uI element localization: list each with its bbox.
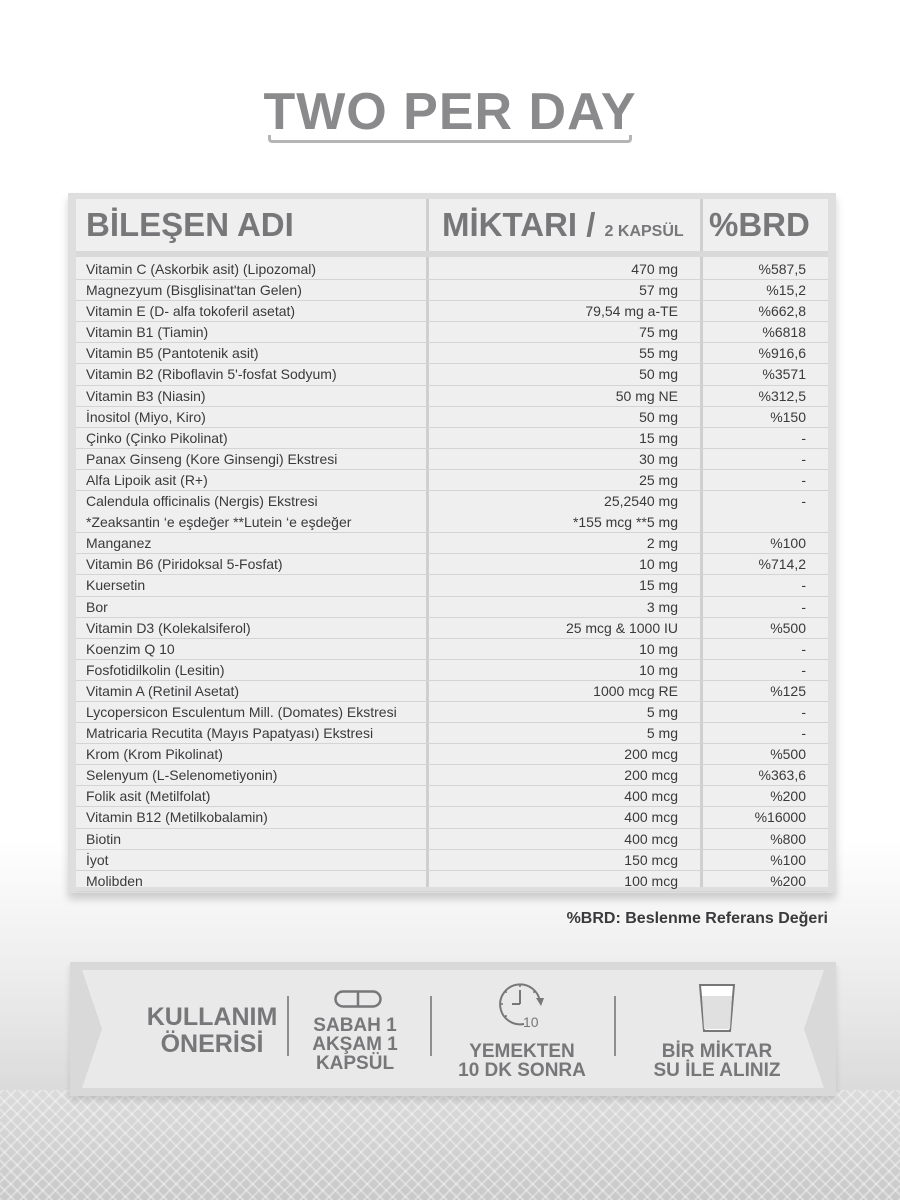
table-row — [76, 575, 828, 596]
header-separator — [76, 251, 828, 257]
table-row — [76, 428, 828, 449]
ingredient-name — [86, 786, 210, 807]
ingredient-name — [86, 702, 397, 723]
ingredient-amount-text: 25 mg — [639, 471, 678, 488]
table-row — [76, 871, 828, 892]
ingredient-name — [86, 259, 316, 280]
ingredient-amount — [624, 850, 678, 871]
ingredient-amount-text: 5 mg — [646, 725, 678, 742]
ingredient-name-text: Vitamin B3 (Niasin) — [86, 387, 206, 404]
header-brd: %BRD — [709, 206, 810, 243]
ingredient-amount — [639, 554, 678, 575]
ingredient-name-text: Vitamin E (D- alfa tokoferil asetat) — [86, 303, 296, 320]
ingredient-amount — [624, 765, 678, 786]
ingredient-amount — [639, 639, 678, 660]
ingredient-amount — [639, 343, 678, 364]
ingredient-amount — [585, 301, 678, 322]
ingredient-name-text: İyot — [86, 851, 109, 868]
ingredient-brd — [755, 807, 806, 828]
ingredient-name — [86, 744, 223, 765]
ingredient-name-text: Selenyum (L-Selenometiyonin) — [86, 767, 278, 784]
water-glass-icon — [697, 982, 737, 1039]
ingredient-amount — [624, 786, 678, 807]
usage-recommendation — [70, 962, 836, 1096]
ingredient-brd-text: - — [801, 471, 806, 488]
ingredient-brd-text: - — [801, 577, 806, 594]
ingredient-brd — [770, 533, 806, 554]
ingredient-amount-text: 200 mcg — [624, 746, 678, 763]
dose-line2: AKŞAM 1 — [312, 1034, 398, 1055]
ingredient-amount-text: 57 mg — [639, 282, 678, 299]
table-rows — [76, 259, 828, 892]
ingredient-name — [86, 343, 259, 364]
ingredient-amount — [639, 449, 678, 470]
ingredient-brd-text: %500 — [770, 619, 806, 636]
ingredient-brd — [801, 491, 806, 512]
ingredient-name — [86, 322, 208, 343]
ingredient-amount — [624, 871, 678, 892]
ingredient-name — [86, 386, 206, 407]
table-row — [76, 597, 828, 618]
table-row — [76, 343, 828, 364]
background-pattern — [0, 1090, 900, 1200]
ingredient-name — [86, 681, 239, 702]
ingredient-brd — [770, 786, 806, 807]
ingredient-name-text: Vitamin D3 (Kolekalsiferol) — [86, 619, 251, 636]
ingredient-name-text: Alfa Lipoik asit (R+) — [86, 471, 208, 488]
ingredient-amount-text: 400 mcg — [624, 809, 678, 826]
ingredient-brd-text: %500 — [770, 746, 806, 763]
ingredients-table-body — [76, 199, 828, 887]
ingredient-amount-text: 200 mcg — [624, 767, 678, 784]
ingredient-brd-text: - — [801, 703, 806, 720]
ingredient-amount — [639, 428, 678, 449]
ingredient-amount — [593, 681, 678, 702]
usage-divider — [430, 996, 432, 1056]
ingredient-amount-text: 5 mg — [646, 703, 678, 720]
ingredient-name — [86, 723, 373, 744]
usage-title-line2: ÖNERİSİ — [160, 1030, 264, 1058]
ingredient-brd — [801, 449, 806, 470]
ingredient-brd-text: - — [801, 429, 806, 446]
ingredient-brd-text: %587,5 — [758, 261, 806, 277]
ingredient-name — [86, 449, 337, 470]
ingredient-brd — [770, 618, 806, 639]
ingredient-name — [86, 618, 251, 639]
ingredient-brd-text: %100 — [770, 851, 806, 868]
ingredient-brd-text: %662,8 — [758, 303, 806, 320]
ingredient-amount-text: 79,54 mg a-TE — [585, 303, 678, 320]
table-row — [76, 533, 828, 554]
ingredient-amount-text: 10 mg — [639, 640, 678, 657]
ingredient-amount-text: 400 mcg — [624, 830, 678, 847]
ingredient-amount-text: 2 mg — [646, 535, 678, 552]
ingredient-amount-text: 50 mg — [639, 366, 678, 383]
ingredient-amount-text: 50 mg — [639, 408, 678, 425]
ingredient-name-text: Panax Ginseng (Kore Ginsengi) Ekstresi — [86, 450, 338, 467]
header-amount-label: MİKTARI / — [442, 206, 596, 243]
table-row — [76, 786, 828, 807]
ingredient-name-text: Krom (Krom Pikolinat) — [86, 746, 223, 763]
ingredient-amount-text: 15 mg — [639, 577, 678, 594]
ingredient-amount — [647, 597, 678, 618]
ingredient-amount — [573, 491, 678, 533]
table-row — [76, 280, 828, 301]
table-row — [76, 702, 828, 723]
ingredient-name-text: Matricaria Recutita (Mayıs Papatyası) Ekstresi — [86, 725, 374, 742]
ingredient-amount — [639, 470, 678, 491]
ingredient-brd-text: %16000 — [754, 809, 806, 826]
water-line2: SU İLE ALINIZ — [653, 1060, 781, 1081]
ingredient-amount-text: 3 mg — [646, 598, 678, 615]
ingredient-name — [86, 807, 268, 828]
left-notch — [82, 970, 102, 1088]
table-row — [76, 618, 828, 639]
ingredient-name — [86, 407, 206, 428]
ingredient-brd-text: %200 — [770, 872, 806, 889]
ingredient-name — [86, 871, 143, 892]
ingredients-table — [68, 193, 836, 893]
usage-title-line1: KULLANIM — [146, 1003, 278, 1031]
ingredient-name — [86, 364, 337, 385]
table-row — [76, 364, 828, 385]
ingredient-note: *Zeaksantin ‘e eşdeğer **Lutein ‘e eşdeğer — [86, 514, 352, 531]
ingredient-name-text: Magnezyum (Bisglisinat'tan Gelen) — [86, 282, 302, 299]
ingredient-brd-text: %800 — [770, 830, 806, 847]
ingredient-amount-text: 15 mg — [639, 429, 678, 446]
ingredient-amount-text: 50 mg NE — [615, 387, 678, 404]
ingredient-brd-text: - — [801, 661, 806, 678]
usage-divider — [614, 996, 616, 1056]
ingredient-amount-text: 55 mg — [639, 345, 678, 362]
ingredient-name — [86, 639, 175, 660]
header-amount-unit: 2 KAPSÜL — [604, 223, 684, 240]
dose-text — [300, 1016, 410, 1073]
table-row — [76, 660, 828, 681]
ingredient-name-text: Lycopersicon Esculentum Mill. (Domates) Ekstresi — [86, 703, 397, 720]
ingredient-amount — [647, 533, 678, 554]
table-row — [76, 765, 828, 786]
table-row — [76, 681, 828, 702]
ingredient-amount — [647, 723, 678, 744]
title-underline — [268, 135, 632, 143]
ingredient-brd — [759, 301, 806, 322]
table-row — [76, 449, 828, 470]
ingredient-name-text: Vitamin B12 (Metilkobalamin) — [86, 809, 268, 826]
ingredient-name — [86, 428, 228, 449]
ingredient-amount — [624, 744, 678, 765]
ingredient-brd — [801, 702, 806, 723]
clock-icon — [494, 980, 550, 1039]
right-notch — [804, 970, 824, 1088]
ingredient-name — [86, 829, 121, 850]
ingredient-name — [86, 301, 295, 322]
table-row — [76, 301, 828, 322]
ingredient-name-text: Fosfotidilkolin (Lesitin) — [86, 661, 225, 678]
ingredient-brd — [759, 386, 806, 407]
ingredient-name — [86, 280, 302, 301]
ingredient-brd — [759, 765, 806, 786]
ingredient-name — [86, 491, 351, 533]
footnote: %BRD: Beslenme Referans Değeri — [566, 910, 828, 927]
ingredient-brd-text: %6818 — [762, 324, 806, 341]
header-name: BİLEŞEN ADI — [86, 206, 294, 243]
ingredient-brd — [770, 850, 806, 871]
ingredient-amount-text: 100 mcg — [624, 872, 678, 889]
capsule-icon — [334, 990, 382, 1013]
table-row — [76, 829, 828, 850]
ingredient-brd — [759, 343, 806, 364]
ingredient-brd-text: %200 — [770, 788, 806, 805]
ingredient-amount-text: 150 mcg — [624, 851, 678, 868]
table-row — [76, 491, 828, 533]
ingredient-name — [86, 470, 208, 491]
timing-line2: 10 DK SONRA — [458, 1060, 586, 1081]
usage-title — [122, 1004, 302, 1058]
ingredient-brd — [770, 871, 806, 892]
ingredient-brd — [770, 829, 806, 850]
table-row — [76, 807, 828, 828]
ingredient-name-text: Vitamin B6 (Piridoksal 5-Fosfat) — [86, 556, 283, 573]
ingredient-brd-text: %714,2 — [758, 556, 806, 573]
ingredient-name-text: Folik asit (Metilfolat) — [86, 788, 211, 805]
ingredient-amount — [631, 259, 678, 280]
ingredient-name — [86, 554, 283, 575]
ingredient-brd — [759, 259, 806, 280]
table-row — [76, 259, 828, 280]
ingredient-amount — [639, 575, 678, 596]
ingredient-name — [86, 850, 109, 871]
ingredient-amount — [616, 386, 678, 407]
ingredient-name-text: Calendula officinalis (Nergis) Ekstresi — [86, 493, 318, 510]
ingredient-name — [86, 575, 145, 596]
ingredient-brd — [801, 428, 806, 449]
ingredient-brd-text: %150 — [770, 408, 806, 425]
ingredient-brd-text: %100 — [770, 535, 806, 552]
ingredient-amount-text: 10 mg — [639, 556, 678, 573]
ingredient-name — [86, 533, 151, 554]
table-row — [76, 407, 828, 428]
table-row — [76, 470, 828, 491]
table-row — [76, 386, 828, 407]
page-title: TWO PER DAY — [263, 83, 637, 141]
ingredient-brd-text: - — [801, 640, 806, 657]
ingredient-name-text: Biotin — [86, 830, 122, 847]
ingredient-brd-text: %125 — [770, 682, 806, 699]
ingredient-brd — [801, 639, 806, 660]
ingredient-brd-text: %15,2 — [766, 282, 806, 299]
header-amount — [442, 199, 684, 251]
ingredient-amount-text: 400 mcg — [624, 788, 678, 805]
ingredient-amount — [566, 618, 678, 639]
ingredient-name-text: Vitamin A (Retinil Asetat) — [86, 682, 240, 699]
ingredient-brd — [801, 575, 806, 596]
ingredient-brd — [801, 597, 806, 618]
ingredient-brd-text: %363,6 — [758, 767, 806, 784]
ingredient-brd-text: - — [801, 450, 806, 467]
timing-line1: YEMEKTEN — [469, 1041, 575, 1062]
ingredient-brd — [801, 723, 806, 744]
ingredient-name-text: İnositol (Miyo, Kiro) — [86, 408, 206, 425]
table-row — [76, 744, 828, 765]
ingredient-name-text: Molibden — [86, 872, 143, 889]
ingredient-amount — [624, 829, 678, 850]
ingredient-amount-text: 470 mg — [631, 261, 678, 277]
ingredient-amount-note: *155 mcg **5 mg — [572, 514, 678, 531]
ingredient-name-text: Vitamin B1 (Tiamin) — [86, 324, 209, 341]
ingredient-name-text: Vitamin B5 (Pantotenik asit) — [86, 345, 259, 362]
ingredient-name — [86, 597, 108, 618]
ingredient-brd-text: - — [801, 493, 806, 510]
usage-inner — [82, 970, 824, 1088]
ingredient-amount-text: 25 mcg & 1000 IU — [565, 619, 678, 636]
ingredient-amount-text: 25,2540 mg — [604, 493, 678, 510]
ingredient-amount-text: 1000 mcg RE — [593, 682, 678, 699]
ingredient-brd-text: - — [801, 598, 806, 615]
ingredient-brd — [801, 660, 806, 681]
ingredient-amount — [639, 322, 678, 343]
ingredient-brd-text: - — [801, 725, 806, 742]
table-row — [76, 554, 828, 575]
dose-line1: SABAH 1 — [313, 1015, 397, 1036]
ingredient-amount — [639, 364, 678, 385]
table-row — [76, 322, 828, 343]
timing-text — [442, 1042, 602, 1080]
ingredient-brd — [801, 470, 806, 491]
ingredient-amount — [639, 407, 678, 428]
clock-label: 10 — [523, 1014, 539, 1030]
ingredient-brd-text: %3571 — [762, 366, 806, 383]
ingredient-amount — [647, 702, 678, 723]
ingredient-amount — [639, 660, 678, 681]
water-line1: BİR MİKTAR — [661, 1041, 773, 1062]
ingredient-brd — [766, 280, 806, 301]
table-row — [76, 850, 828, 871]
ingredient-name-text: Kuersetin — [86, 577, 146, 594]
ingredient-name-text: Vitamin C (Askorbik asit) (Lipozomal) — [86, 261, 317, 277]
ingredient-amount — [639, 280, 678, 301]
ingredient-brd — [762, 364, 806, 385]
ingredient-amount-text: 10 mg — [639, 661, 678, 678]
ingredient-amount — [624, 807, 678, 828]
ingredient-brd-text: %312,5 — [758, 387, 806, 404]
table-row — [76, 723, 828, 744]
ingredient-name-text: Manganez — [86, 535, 152, 552]
ingredient-name-text: Bor — [86, 598, 108, 615]
ingredient-brd — [759, 554, 806, 575]
ingredient-brd — [770, 681, 806, 702]
ingredient-brd — [762, 322, 806, 343]
ingredient-brd-text: %916,6 — [758, 345, 806, 362]
ingredient-name-text: Çinko (Çinko Pikolinat) — [86, 429, 228, 446]
ingredient-name — [86, 765, 277, 786]
dose-line3: KAPSÜL — [315, 1053, 395, 1074]
ingredient-brd — [770, 744, 806, 765]
water-text — [637, 1042, 797, 1080]
ingredient-name-text: Vitamin B2 (Riboflavin 5'-fosfat Sodyum) — [86, 366, 337, 383]
ingredient-name — [86, 660, 225, 681]
ingredient-brd — [770, 407, 806, 428]
ingredient-name-text: Koenzim Q 10 — [86, 640, 175, 657]
ingredient-amount-text: 30 mg — [639, 450, 678, 467]
ingredient-amount-text: 75 mg — [639, 324, 678, 341]
usage-divider — [287, 996, 289, 1056]
table-row — [76, 639, 828, 660]
